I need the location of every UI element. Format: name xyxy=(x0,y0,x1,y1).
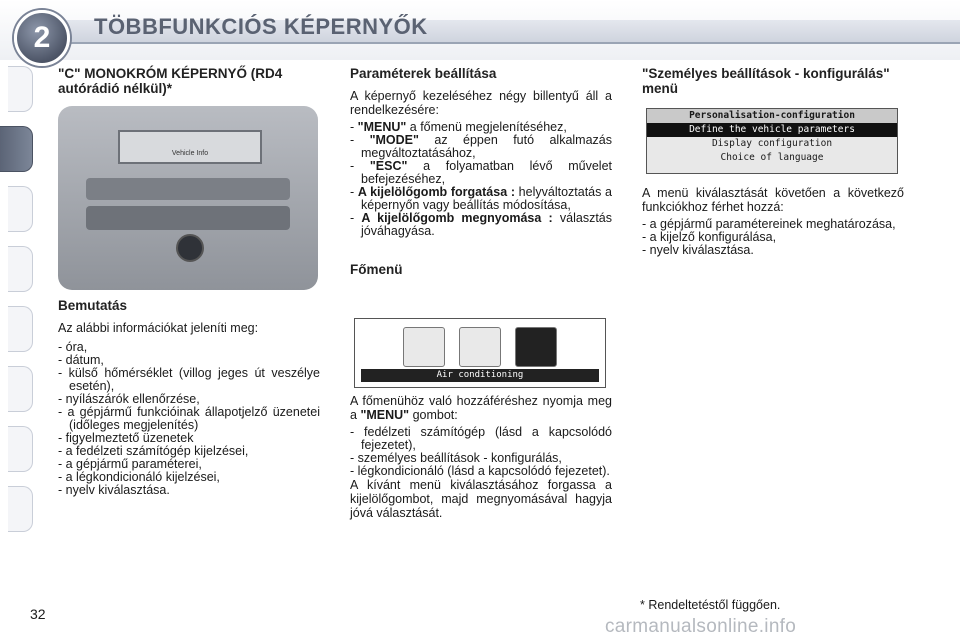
screen-line: Choice of language xyxy=(720,152,824,163)
display-photo xyxy=(58,106,318,290)
side-tab xyxy=(8,66,33,112)
column-left xyxy=(58,66,320,96)
list-item: - nyelv kiválasztása. xyxy=(642,243,754,257)
side-tab xyxy=(8,306,33,352)
intro-text: A képernyő kezeléséhez négy billentyű áll a rendelkezésére: xyxy=(350,89,612,117)
side-tab xyxy=(8,186,33,232)
list-item: - fedélzeti számítógép (lásd a kapcsolódó fejezetet), xyxy=(350,425,612,452)
page-title: TÖBBFUNKCIÓS KÉPERNYŐK xyxy=(94,14,428,39)
section-heading: Paraméterek beállítása xyxy=(350,66,497,81)
list-item: - dátum, xyxy=(58,353,104,367)
info-list xyxy=(58,341,320,497)
personalisation-text xyxy=(642,186,904,257)
menu-text-block xyxy=(350,394,612,520)
selector-knob xyxy=(176,234,204,262)
list-item: - A kijelölőgomb megnyomása : választás jóváhagyása. xyxy=(350,211,612,238)
section-heading: "C" MONOKRÓM KÉPERNYŐ (RD4 autórádió nélkül)* xyxy=(58,66,283,96)
side-tab-active xyxy=(0,126,33,172)
watermark: carmanualsonline.info xyxy=(605,616,797,637)
page-number: 32 xyxy=(30,606,46,622)
list-item: - légkondicionáló (lásd a kapcsolódó fejezetet). xyxy=(350,464,610,478)
menu-list xyxy=(350,426,612,478)
list-item: - nyelv kiválasztása. xyxy=(58,483,170,497)
intro-text: Az alábbi információkat jeleníti meg: xyxy=(58,321,259,335)
list-item: - "ESC" a folyamatban lévő művelet befejezéséhez, xyxy=(350,159,613,186)
menu-bar: Air conditioning xyxy=(361,369,599,382)
list-item: - A kijelölőgomb forgatása : helyváltoztatás a képernyőn vagy beállítás módosítása, xyxy=(350,185,612,212)
screen-line: Display configuration xyxy=(711,138,833,149)
display-screen-text: Vehicle Info xyxy=(171,150,209,157)
list-item: - a légkondicionáló kijelzései, xyxy=(58,470,220,484)
air-conditioning-icon xyxy=(515,327,557,367)
list-item: - a gépjármű paraméterei, xyxy=(58,457,202,471)
footnote: * Rendeltetéstől függően. xyxy=(640,598,781,612)
list-item: - a gépjármű paramétereinek meghatározása, xyxy=(642,217,896,231)
column-right xyxy=(642,66,904,96)
screen-title: Personalisation-configuration xyxy=(647,109,897,123)
side-tab xyxy=(8,246,33,292)
list-item: - a fedélzeti számítógép kijelzései, xyxy=(58,444,249,458)
list-item: - külső hőmérséklet (villog jeges út veszélye esetén), xyxy=(58,366,320,393)
page-header xyxy=(0,0,960,60)
personalisation-screenshot xyxy=(646,108,898,174)
menu-intro: A főmenühöz való hozzáféréshez nyomja meg a "MENU" gombot: xyxy=(350,394,612,422)
list-item: - a gépjármű funkcióinak állapotjelző üzenetei (időleges megjelenítés) xyxy=(58,405,320,432)
closing-text: A kívánt menü kiválasztásához forgassa a kijelölőgombot, majd megnyomásával hagyja jóvá választását. xyxy=(350,478,612,520)
button-row xyxy=(86,178,290,200)
list-item: - személyes beállítások - konfigurálás, xyxy=(350,451,562,465)
list-item: - a kijelző konfigurálása, xyxy=(642,230,777,244)
button-row xyxy=(86,206,290,230)
side-tab xyxy=(8,366,33,412)
settings-icon xyxy=(459,327,501,367)
main-menu-screenshot xyxy=(354,318,606,388)
presentation-block xyxy=(58,298,320,497)
key-list xyxy=(350,121,612,238)
column-middle xyxy=(350,66,612,277)
intro-text: A menü kiválasztását követően a következő funkciókhoz férhet hozzá: xyxy=(642,186,904,214)
section-heading: "Személyes beállítások - konfigurálás" menü xyxy=(642,66,890,96)
display-screen xyxy=(118,130,262,164)
list-item: - nyílászárók ellenőrzése, xyxy=(58,392,200,406)
side-tabs xyxy=(0,60,34,580)
side-tab xyxy=(8,426,33,472)
function-list xyxy=(642,218,904,257)
list-item: - figyelmeztető üzenetek xyxy=(58,431,194,445)
list-item: - "MODE" az éppen futó alkalmazás megváltoztatásához, xyxy=(350,133,612,160)
list-item: - óra, xyxy=(58,340,88,354)
section-heading: Bemutatás xyxy=(58,298,128,313)
screen-line-selected: Define the vehicle parameters xyxy=(647,123,897,137)
chapter-badge: 2 xyxy=(14,10,70,66)
list-item: - "MENU" a főmenü megjelenítéséhez, xyxy=(350,120,567,134)
section-heading: Főmenü xyxy=(350,262,403,277)
trip-computer-icon xyxy=(403,327,445,367)
side-tab xyxy=(8,486,33,532)
